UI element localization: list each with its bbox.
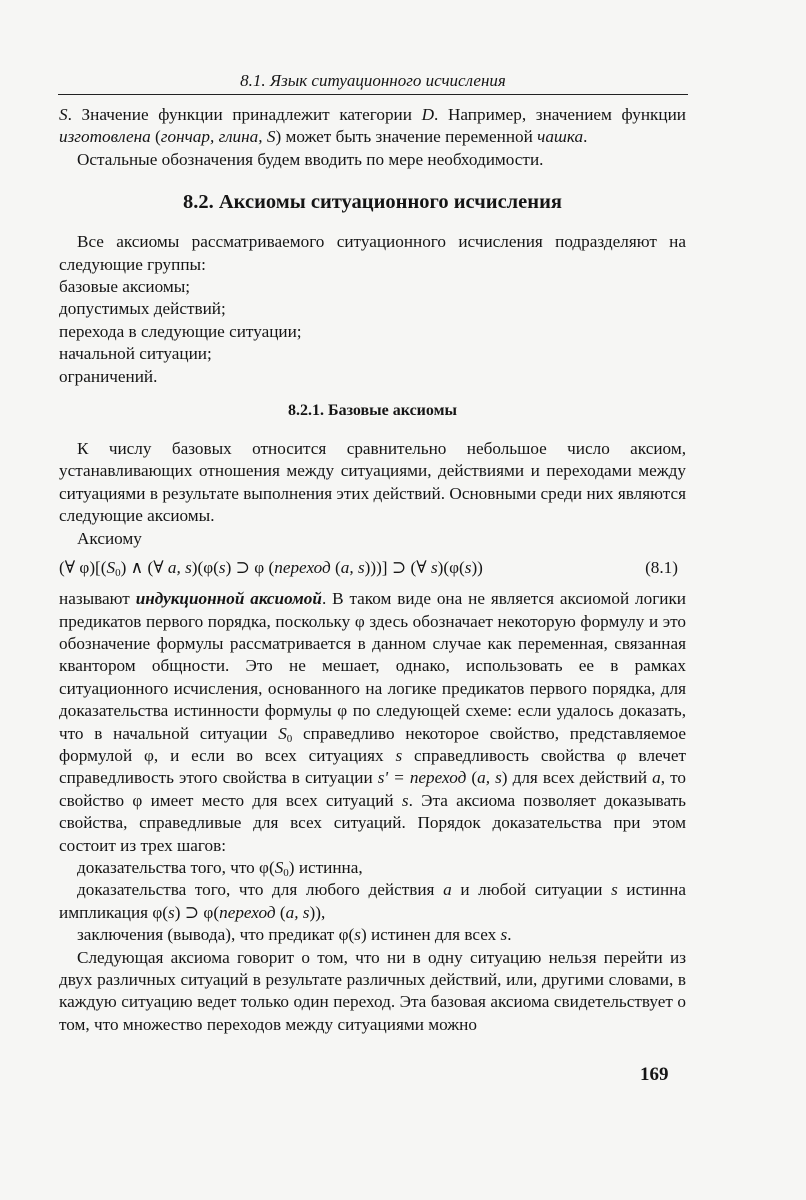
text-run: . Значение функции принадлежит категории xyxy=(67,105,422,124)
formula-8-1 xyxy=(59,556,686,580)
text-run: )(φ( xyxy=(191,558,219,578)
text-run: доказательства того, что для любого действия xyxy=(77,880,444,900)
text-run: a, s xyxy=(340,558,365,578)
list-item: перехода в следующие ситуации; xyxy=(59,321,302,341)
text-run: . xyxy=(507,925,512,945)
text-run: (∀ φ)[( xyxy=(59,558,107,578)
paragraph-groups-intro xyxy=(59,231,686,276)
list-item: ограничений. xyxy=(59,366,158,386)
text-run: ( xyxy=(150,127,161,147)
text-run: и любой ситуации xyxy=(451,880,612,900)
text-run: a, s xyxy=(477,768,502,788)
text-run: 0 xyxy=(283,866,289,879)
groups-list xyxy=(59,276,686,388)
var-S: S xyxy=(59,105,68,124)
text-run: s xyxy=(430,558,438,578)
text-run: a xyxy=(443,880,452,900)
text-run: a xyxy=(652,768,661,788)
text-run: s xyxy=(401,790,409,810)
text-run: 0 xyxy=(286,732,293,745)
text-run: . В таком виде она не является аксиомой логики предикатов первого порядка, поскольку φ здесь обозначает некоторую формулу и это обозначение формулы рассматривается в данном случае как переменная, связанная квантором общности. Это не мешает, однако, использовать ее в рамках ситуационного исчисления, основанного на логике предикатов первого порядка, для доказательства истинности формулы φ по следующей схеме: если удалось доказать, что в начальной ситуации xyxy=(59,589,686,743)
text-run: . Например, значением функции xyxy=(434,105,686,124)
text-run: ) истинна, xyxy=(288,857,363,877)
text-run: a, s xyxy=(285,902,310,922)
text-run: , то свойство φ имеет место для всех ситуаций xyxy=(59,768,686,810)
text-run: s xyxy=(395,745,403,765)
text-run: S xyxy=(278,723,287,743)
text-run: ) для всех действий xyxy=(501,768,653,788)
text-run: ) может быть значение переменной xyxy=(275,127,538,147)
page-content xyxy=(59,104,686,1036)
running-head: 8.1. Язык ситуационного исчисления xyxy=(240,71,506,90)
text-run: называют xyxy=(59,589,136,609)
text-run: . xyxy=(583,127,588,147)
text-run: переход xyxy=(274,558,331,578)
text-run: a, s xyxy=(167,558,192,578)
var-D: D xyxy=(421,105,435,124)
paragraph-continuation xyxy=(59,104,686,149)
list-item: базовые аксиомы; xyxy=(59,277,191,297)
text-run: ( xyxy=(275,902,286,922)
text-run: s xyxy=(500,925,508,945)
paragraph-base-axioms xyxy=(59,438,686,528)
section-title: 8.2. Аксиомы ситуационного исчисления xyxy=(183,191,562,214)
proof-step-2 xyxy=(59,879,686,924)
text-run: ( xyxy=(466,768,478,788)
text-run: )(φ( xyxy=(437,558,465,578)
text-run: переход xyxy=(219,902,276,922)
page-number: 169 xyxy=(640,1064,669,1085)
text-run: 0 xyxy=(115,567,121,580)
text-run: s xyxy=(354,925,361,945)
text-run: Остальные обозначения будем вводить по мере необходимости. xyxy=(77,149,544,169)
text-run: Следующая аксиома говорит о том, что ни в одну ситуацию нельзя перейти из двух различных ситуаций в результате различных действий, или, другими словами, в каждую ситуацию ведет только один переход. Эта базовая аксиома свидетельствует о том, что множество переходов между ситуациями можно xyxy=(59,947,686,1034)
text-run: S xyxy=(274,857,284,877)
text-run: s xyxy=(168,902,175,922)
text-run: s xyxy=(218,558,226,578)
text-run: )) xyxy=(471,558,483,578)
text-run: Все аксиомы рассматриваемого ситуационного исчисления подразделяют на следующие группы: xyxy=(59,232,686,274)
text-run: справедливость свойства φ влечет справедливость этого свойства в ситуации xyxy=(59,745,686,788)
text-run: s xyxy=(611,880,618,900)
var-chashka: чашка xyxy=(537,127,584,147)
text-run: истинна импликация φ( xyxy=(59,880,686,922)
text-run: )), xyxy=(309,902,326,922)
text-run: ) ∧ (∀ xyxy=(120,558,168,578)
paragraph-next-axiom xyxy=(59,947,686,1037)
func-args: гончар, глина, S xyxy=(160,127,276,147)
text-run: s xyxy=(464,558,472,578)
text-run: ) истинен для всех xyxy=(360,925,501,945)
text-run: справедливо некоторое свойство, представляемое формулой φ, и если во всех ситуациях xyxy=(59,723,687,765)
func-name: изготовлена xyxy=(59,127,151,147)
proof-step-1 xyxy=(59,857,686,879)
text-run: Аксиому xyxy=(77,528,142,548)
text-run: доказательства того, что φ( xyxy=(77,857,275,877)
paragraph-notations xyxy=(59,149,686,171)
paragraph-axiom-intro xyxy=(59,528,686,550)
text-run: s' = переход xyxy=(377,768,467,788)
term-induction-axiom: индукционной аксиомой xyxy=(135,589,322,609)
list-item: начальной ситуации; xyxy=(59,344,212,364)
text-run: S xyxy=(106,558,116,578)
text-run: )))] ⊃ (∀ xyxy=(364,558,431,578)
text-run: ) ⊃ φ( xyxy=(174,902,220,922)
paragraph-induction xyxy=(59,588,686,857)
text-run: заключения (вывода), что предикат φ( xyxy=(77,925,355,945)
header-rule xyxy=(58,94,688,95)
subsection-title: 8.2.1. Базовые аксиомы xyxy=(288,402,457,420)
text-run: . Эта аксиома позволяет доказывать свойства, справедливые для всех ситуаций. Порядок доказательства при этом состоит из трех шагов: xyxy=(59,790,686,855)
text-run: ( xyxy=(330,558,341,578)
formula-number: (8.1) xyxy=(645,558,678,578)
formula-body xyxy=(59,556,483,580)
list-item: допустимых действий; xyxy=(59,299,226,319)
text-run: ) ⊃ φ ( xyxy=(225,558,275,578)
text-run: К числу базовых относится сравнительно небольшое число аксиом, устанавливающих отношения между ситуациями, действиями и переходами между ситуациями в результате выполнения этих действий. Основными среди них являются следующие аксиомы. xyxy=(59,439,686,526)
proof-step-3 xyxy=(59,924,686,946)
